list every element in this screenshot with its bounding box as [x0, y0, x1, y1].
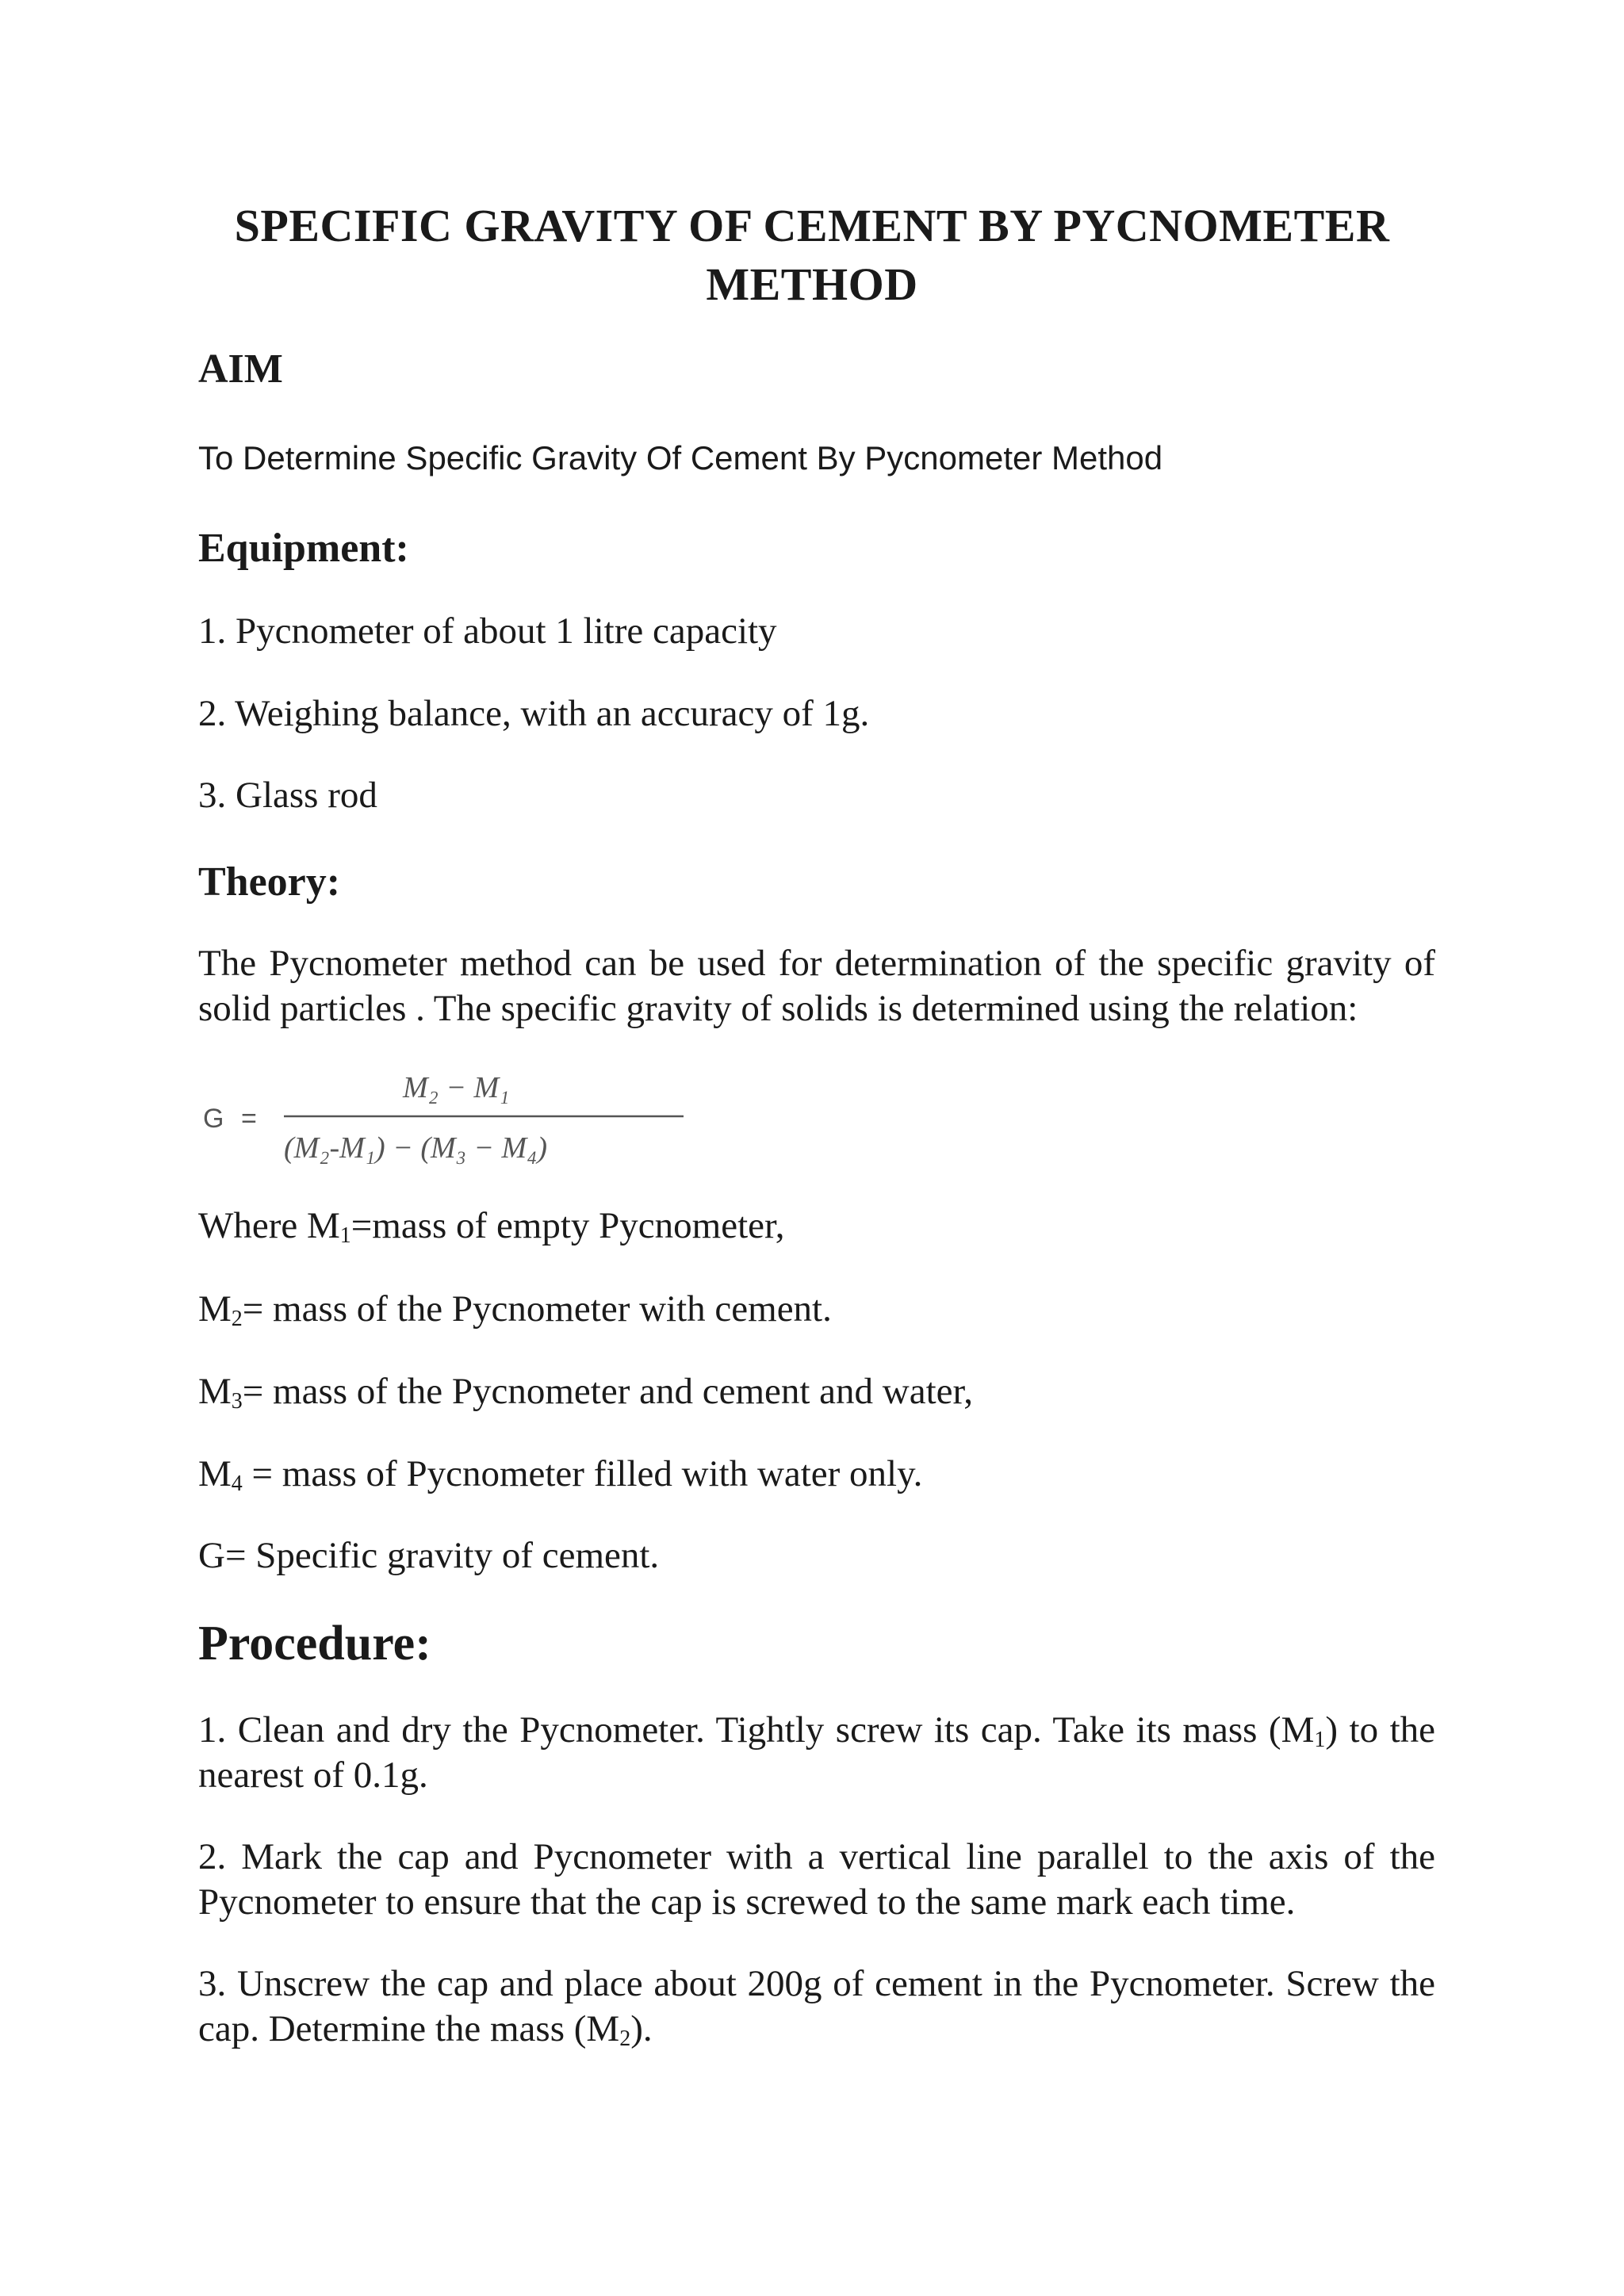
procedure-step-2: [198, 1835, 1435, 1925]
where-label: Where: [198, 1205, 307, 1246]
step-text-end: ) to the nearest of 0.1g.: [198, 1709, 1435, 1796]
title-line-2: METHOD: [706, 258, 918, 310]
definition-g: G= Specific gravity of cement.: [198, 1535, 660, 1576]
subscript: 3: [231, 1389, 243, 1414]
formula-denominator: (M₂-M₁) − (M₃ − M₄): [284, 1131, 548, 1165]
subscript: 1: [339, 1223, 351, 1248]
page-title: [0, 197, 1624, 314]
symbol: M: [198, 1288, 232, 1330]
aim-text: To Determine Specific Gravity Of Cement By Pycnometer Method: [198, 439, 1163, 476]
definition-text: =mass of empty Pycnometer,: [350, 1205, 785, 1246]
definition-m1: [198, 1203, 785, 1248]
definition-text: = mass of the Pycnometer with cement.: [242, 1288, 832, 1330]
symbol: M: [198, 1453, 232, 1494]
equipment-item-2: 2. Weighing balance, with an accuracy of 1g.: [198, 693, 870, 734]
aim-heading: AIM: [198, 346, 283, 392]
step-text: 2. Mark the cap and Pycnometer with a vertical line parallel to the axis of the Pycnometer to ensure that the cap is screwed to the same mark each time.: [198, 1836, 1435, 1923]
definition-m4: [198, 1452, 922, 1496]
formula-equals: =: [241, 1104, 257, 1134]
subscript: 1: [1314, 1728, 1326, 1752]
definition-m3: [198, 1369, 973, 1414]
procedure-heading: Procedure:: [198, 1617, 431, 1670]
definition-text: = mass of the Pycnometer and cement and water,: [242, 1371, 974, 1412]
definition-text: = mass of Pycnometer filled with water only.: [242, 1453, 923, 1494]
step-text: 3. Unscrew the cap and place about 200g of cement in the Pycnometer. Screw the cap. Determine the mass (M: [198, 1963, 1435, 2049]
specific-gravity-formula: [198, 1062, 690, 1173]
theory-text: The Pycnometer method can be used for determination of the specific gravity of solid particles . The specific gravity of solids is determined using the relation:: [198, 943, 1435, 1029]
theory-heading: Theory:: [198, 859, 341, 905]
equipment-item-1: 1. Pycnometer of about 1 litre capacity: [198, 610, 777, 652]
subscript: 2: [619, 2026, 631, 2051]
step-text: 1. Clean and dry the Pycnometer. Tightly screw its cap. Take its mass (M: [198, 1709, 1315, 1751]
symbol: M: [198, 1371, 232, 1412]
step-text-end: ).: [630, 2008, 653, 2049]
equipment-heading: Equipment:: [198, 526, 409, 571]
title-line-1: SPECIFIC GRAVITY OF CEMENT BY PYCNOMETER: [234, 200, 1390, 251]
subscript: 2: [231, 1307, 243, 1331]
equipment-item-3: 3. Glass rod: [198, 775, 377, 816]
symbol: M: [306, 1205, 340, 1246]
formula-lhs: G: [203, 1104, 224, 1134]
procedure-step-3: [198, 1961, 1435, 2052]
subscript: 4: [231, 1471, 243, 1496]
definition-m2: [198, 1287, 832, 1331]
procedure-step-1: [198, 1708, 1435, 1798]
formula-numerator: M₂ − M₁: [403, 1071, 510, 1104]
